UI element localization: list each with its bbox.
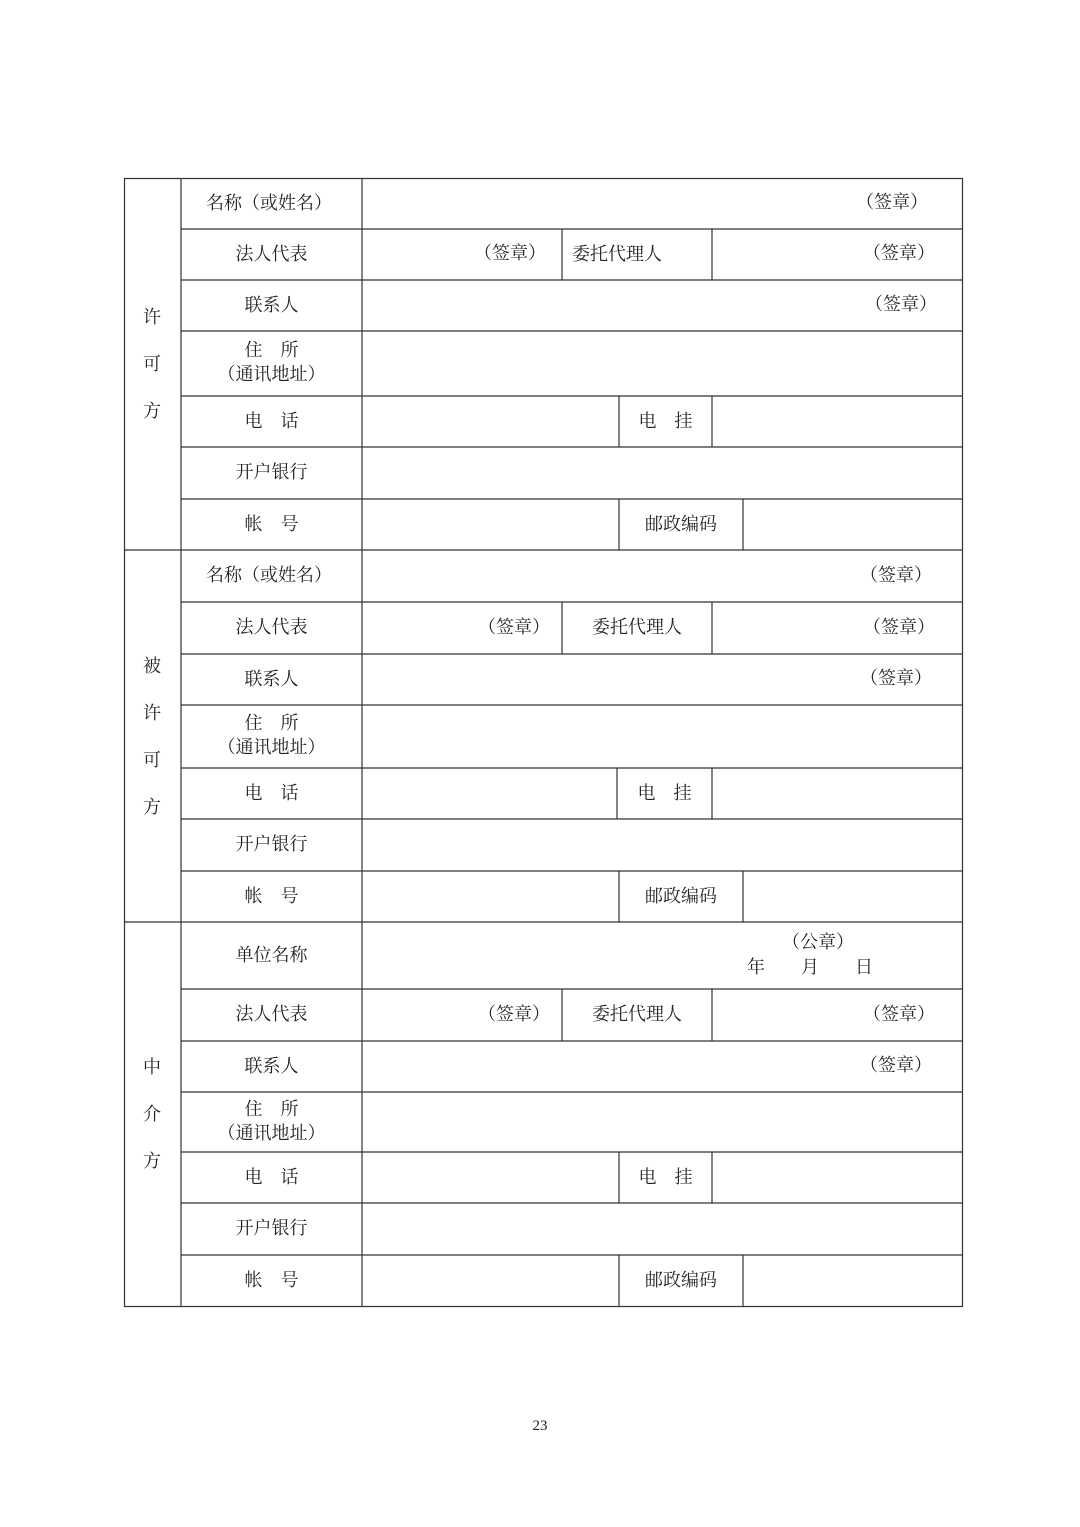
address-label-line2: （通讯地址） (217, 364, 326, 385)
account-field[interactable] (362, 871, 619, 922)
agent-field[interactable] (712, 229, 963, 280)
side-char: 可 (143, 750, 161, 771)
phone-label: 电 话 (244, 1166, 299, 1188)
postcode-label: 邮政编码 (645, 513, 717, 535)
side-char: 介 (143, 1104, 161, 1125)
side-char: 方 (143, 1151, 161, 1172)
side-char: 许 (143, 307, 161, 328)
account-label: 帐 号 (244, 1270, 299, 1291)
official-seal-note: （公章） (782, 932, 854, 953)
contact-label: 联系人 (244, 1055, 299, 1077)
agent-label: 委托代理人 (572, 243, 662, 265)
seal-note: （签章） (865, 294, 937, 315)
side-char: 中 (143, 1057, 161, 1078)
legal-rep-label: 法人代表 (235, 617, 308, 638)
account-label: 帐 号 (244, 513, 299, 535)
bank-field[interactable] (362, 1203, 963, 1255)
agent-label: 委托代理人 (592, 1004, 682, 1025)
seal-note: （签章） (863, 617, 935, 638)
cable-label: 电 挂 (638, 410, 693, 432)
intermediary-side-label (124, 1044, 180, 1185)
seal-note: （签章） (856, 192, 928, 213)
agent-field[interactable] (712, 989, 963, 1041)
seal-note: （签章） (863, 243, 935, 264)
legal-rep-field[interactable] (362, 602, 562, 654)
licensor-side-label (124, 294, 180, 435)
phone-label: 电 话 (244, 782, 299, 804)
side-char: 许 (143, 703, 161, 724)
cable-label: 电 挂 (638, 1166, 693, 1188)
address-field[interactable] (362, 331, 963, 396)
cable-field[interactable] (712, 768, 963, 819)
phone-field[interactable] (362, 1152, 619, 1203)
bank-field[interactable] (362, 447, 963, 499)
seal-note: （签章） (860, 1055, 932, 1076)
account-field[interactable] (362, 499, 619, 550)
postcode-label: 邮政编码 (645, 885, 717, 907)
legal-rep-field[interactable] (362, 229, 562, 280)
side-char: 方 (143, 797, 161, 818)
address-label (181, 1092, 362, 1152)
seal-note: （签章） (474, 243, 546, 264)
phone-field[interactable] (362, 768, 617, 819)
page-number: 23 (532, 1418, 548, 1434)
date-line: 年 月 日 (747, 957, 873, 978)
address-field[interactable] (362, 1092, 963, 1152)
contact-field[interactable] (362, 654, 963, 705)
agent-label: 委托代理人 (592, 617, 682, 638)
cable-field[interactable] (712, 396, 963, 447)
seal-note: （签章） (860, 668, 932, 689)
contact-field[interactable] (362, 1041, 963, 1092)
address-field[interactable] (362, 705, 963, 768)
bank-label: 开户银行 (235, 462, 308, 483)
postcode-label: 邮政编码 (645, 1270, 717, 1291)
legal-rep-label: 法人代表 (235, 1004, 308, 1025)
address-label (181, 331, 362, 396)
name-label: 名称（或姓名） (206, 565, 332, 586)
legal-rep-field[interactable] (362, 989, 562, 1041)
licensee-side-label (124, 643, 180, 831)
contact-field[interactable] (362, 280, 963, 331)
address-label-line1: 住 所 (244, 340, 299, 361)
cable-label: 电 挂 (637, 782, 692, 804)
address-label (181, 705, 362, 768)
legal-rep-label: 法人代表 (235, 243, 308, 265)
account-label: 帐 号 (244, 885, 299, 907)
seal-note: （签章） (860, 565, 932, 586)
side-char: 可 (143, 354, 161, 375)
org-name-label: 单位名称 (235, 944, 308, 966)
bank-label: 开户银行 (235, 1218, 308, 1239)
postcode-field[interactable] (743, 871, 963, 922)
org-name-field[interactable] (362, 922, 963, 989)
address-label-line1: 住 所 (244, 1099, 299, 1120)
agent-field[interactable] (712, 602, 963, 654)
postcode-field[interactable] (743, 499, 963, 550)
phone-label: 电 话 (244, 410, 299, 432)
address-label-line2: （通讯地址） (217, 1123, 326, 1144)
seal-note: （签章） (478, 617, 550, 638)
address-label-line2: （通讯地址） (217, 737, 326, 758)
phone-field[interactable] (362, 396, 619, 447)
address-label-line1: 住 所 (244, 713, 299, 734)
bank-field[interactable] (362, 819, 963, 871)
bank-label: 开户银行 (235, 834, 308, 855)
seal-note: （签章） (863, 1004, 935, 1025)
name-label: 名称（或姓名） (206, 192, 332, 214)
postcode-field[interactable] (743, 1255, 963, 1307)
side-char: 方 (143, 401, 161, 422)
account-field[interactable] (362, 1255, 619, 1307)
name-field[interactable] (362, 178, 963, 229)
cable-field[interactable] (712, 1152, 963, 1203)
seal-note: （签章） (478, 1004, 550, 1025)
contact-label: 联系人 (244, 294, 299, 316)
name-field[interactable] (362, 550, 963, 602)
contact-label: 联系人 (244, 668, 299, 690)
side-char: 被 (143, 656, 161, 677)
